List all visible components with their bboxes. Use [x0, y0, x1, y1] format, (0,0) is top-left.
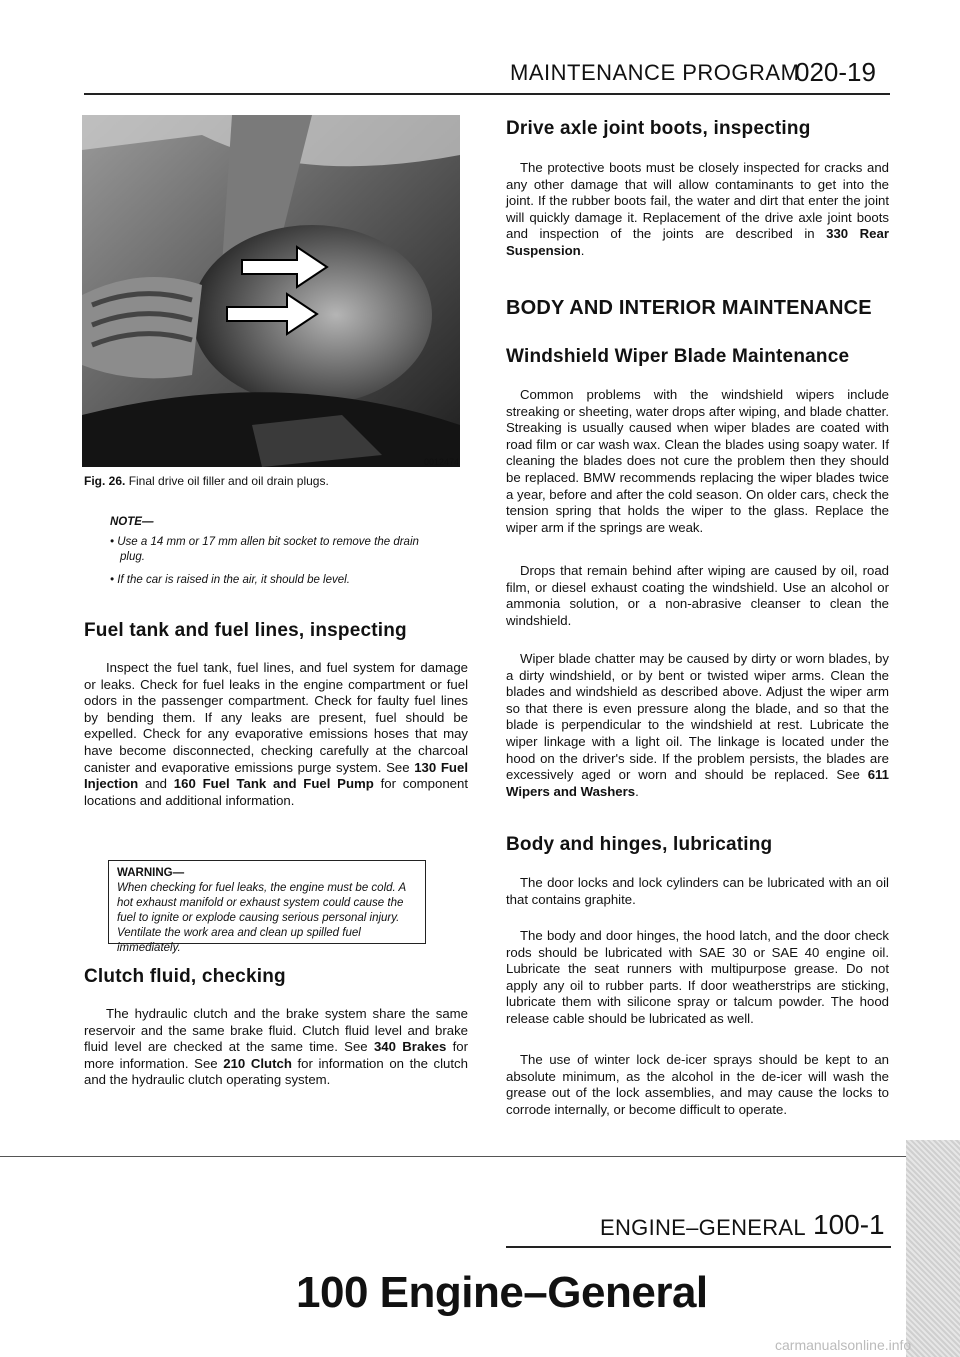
- figure-caption-label: Fig. 26.: [84, 474, 126, 488]
- hinges-heading: Body and hinges, lubricating: [506, 834, 773, 855]
- fuel-body: Inspect the fuel tank, fuel lines, and fuel system for damage or leaks. Check for fuel leaks in the engine compartment or fuel odors in the passenger compartment. Check for faulty fuel lines by bending them. If any leaks are present, fuel should be expelled. Check for any evaporative emissions hoses that may have become disconnected, checking carefully at the charcoal canister and evaporative emissions purge system. See 130 Fuel Injection and 160 Fuel Tank and Fuel Pump for component locations and additional information.: [84, 660, 468, 808]
- footer-section-page: 100-1: [813, 1209, 885, 1240]
- wiper-p2: Drops that remain behind after wiping are caused by oil, road film, or diesel exhaust coating the windshield. Use an alcohol or ammonia solution, or a non-abrasive cleanser to clean the windshield.: [506, 563, 889, 628]
- watermark: carmanualsonline.info: [775, 1337, 912, 1353]
- figure-code: 0012474: [424, 457, 460, 467]
- footer-rule: [506, 1246, 891, 1248]
- running-header-title: MAINTENANCE PROGRAM: [510, 60, 800, 85]
- figure-caption-text: Final drive oil filler and oil drain plugs.: [128, 474, 329, 488]
- hinges-p3: The use of winter lock de-icer sprays should be kept to an absolute minimum, as the alcohol in the de-icer will wash the grease out of the lock assemblies, and may cause the locks to corrode internally, or become difficult to operate.: [506, 1052, 889, 1117]
- running-header-page: 020-19: [795, 57, 876, 87]
- header-rule: [84, 93, 890, 95]
- hinges-p2: The body and door hinges, the hood latch, and the door check rods should be lubricated with SAE 30 or SAE 40 engine oil. Lubricate the seat runners with multipurpose grease. Do not apply any oil to rubber parts. If door weatherstrips are sticking, lubricate them with silicone spray or talcum powder. The hood release cable should be lubricated as well.: [506, 928, 889, 1026]
- note-label: NOTE—: [110, 516, 154, 528]
- note-block: [110, 515, 440, 588]
- wiper-p3: Wiper blade chatter may be caused by dirty or worn blades, by a dirty windshield, or by bent or twisted wiper arms. Clean the blades and windshield as described above. Adjust the wiper arm so that there is even pressure along the blade, and so that the blade is perpendicular to the windshield at rest. Lubricate the wiper linkage with a light oil. The linkage is located under the hood on the driver's side. If the problem persists, the blades are excessively aged or worn and should be replaced. See 611 Wipers and Washers.: [506, 651, 889, 799]
- drive-axle-body: The protective boots must be closely inspected for cracks and any other damage that will allow contaminants to get into the joint. If the rubber boots fail, the water and dirt that enter the joint will quickly damage it. Replacement of the drive axle joint boots and inspection of the joints are described in 330 Rear Suspension.: [506, 160, 889, 258]
- figure-caption: [84, 474, 329, 488]
- section-rule: [0, 1156, 960, 1157]
- body-interior-heading: BODY AND INTERIOR MAINTENANCE: [506, 297, 872, 319]
- wiper-p1: Common problems with the windshield wipers include streaking or sheeting, water drops after wiping, and blade chatter. Streaking is usually caused when wiper blades are coated with road film or car wash wax. Clean the blades using soapy water. If cleaning the blades does not cure the problem then they should be replaced. BMW recommends replacing the wiper blades twice a year, before and after the cold season. On older cars, check the tension spring that holds the wiper to the glass. Replace the wiper arm if the springs are weak.: [506, 387, 889, 535]
- chapter-title: 100 Engine–General: [296, 1268, 708, 1317]
- figure-photo: [82, 115, 460, 467]
- note-item-2: • If the car is raised in the air, it should be level.: [110, 574, 350, 586]
- note-item-1: • Use a 14 mm or 17 mm allen bit socket to remove the drain plug.: [110, 536, 419, 563]
- warning-text: When checking for fuel leaks, the engine must be cold. A hot exhaust manifold or exhaust system could cause the fuel to ignite or explode causing serious personal injury. Ventilate the work area and clean up spilled fuel immediately.: [117, 882, 406, 954]
- warning-box: [108, 860, 426, 954]
- wiper-heading: Windshield Wiper Blade Maintenance: [506, 346, 850, 367]
- warning-label: WARNING—: [117, 867, 185, 879]
- clutch-heading: Clutch fluid, checking: [84, 966, 286, 987]
- drive-axle-heading: Drive axle joint boots, inspecting: [506, 118, 811, 139]
- hinges-p1: The door locks and lock cylinders can be lubricated with an oil that contains graphite.: [506, 875, 889, 907]
- clutch-body: The hydraulic clutch and the brake system share the same reservoir and the same brake fluid. Clutch fluid level and brake fluid level are checked at the same time. See 340 Brakes for more information. See 210 Clutch for information on the clutch and the hydraulic clutch operating system.: [84, 1006, 468, 1088]
- fuel-heading: Fuel tank and fuel lines, inspecting: [84, 620, 407, 641]
- footer-section-title: ENGINE–GENERAL: [600, 1215, 806, 1240]
- scan-edge-texture: [906, 1140, 960, 1357]
